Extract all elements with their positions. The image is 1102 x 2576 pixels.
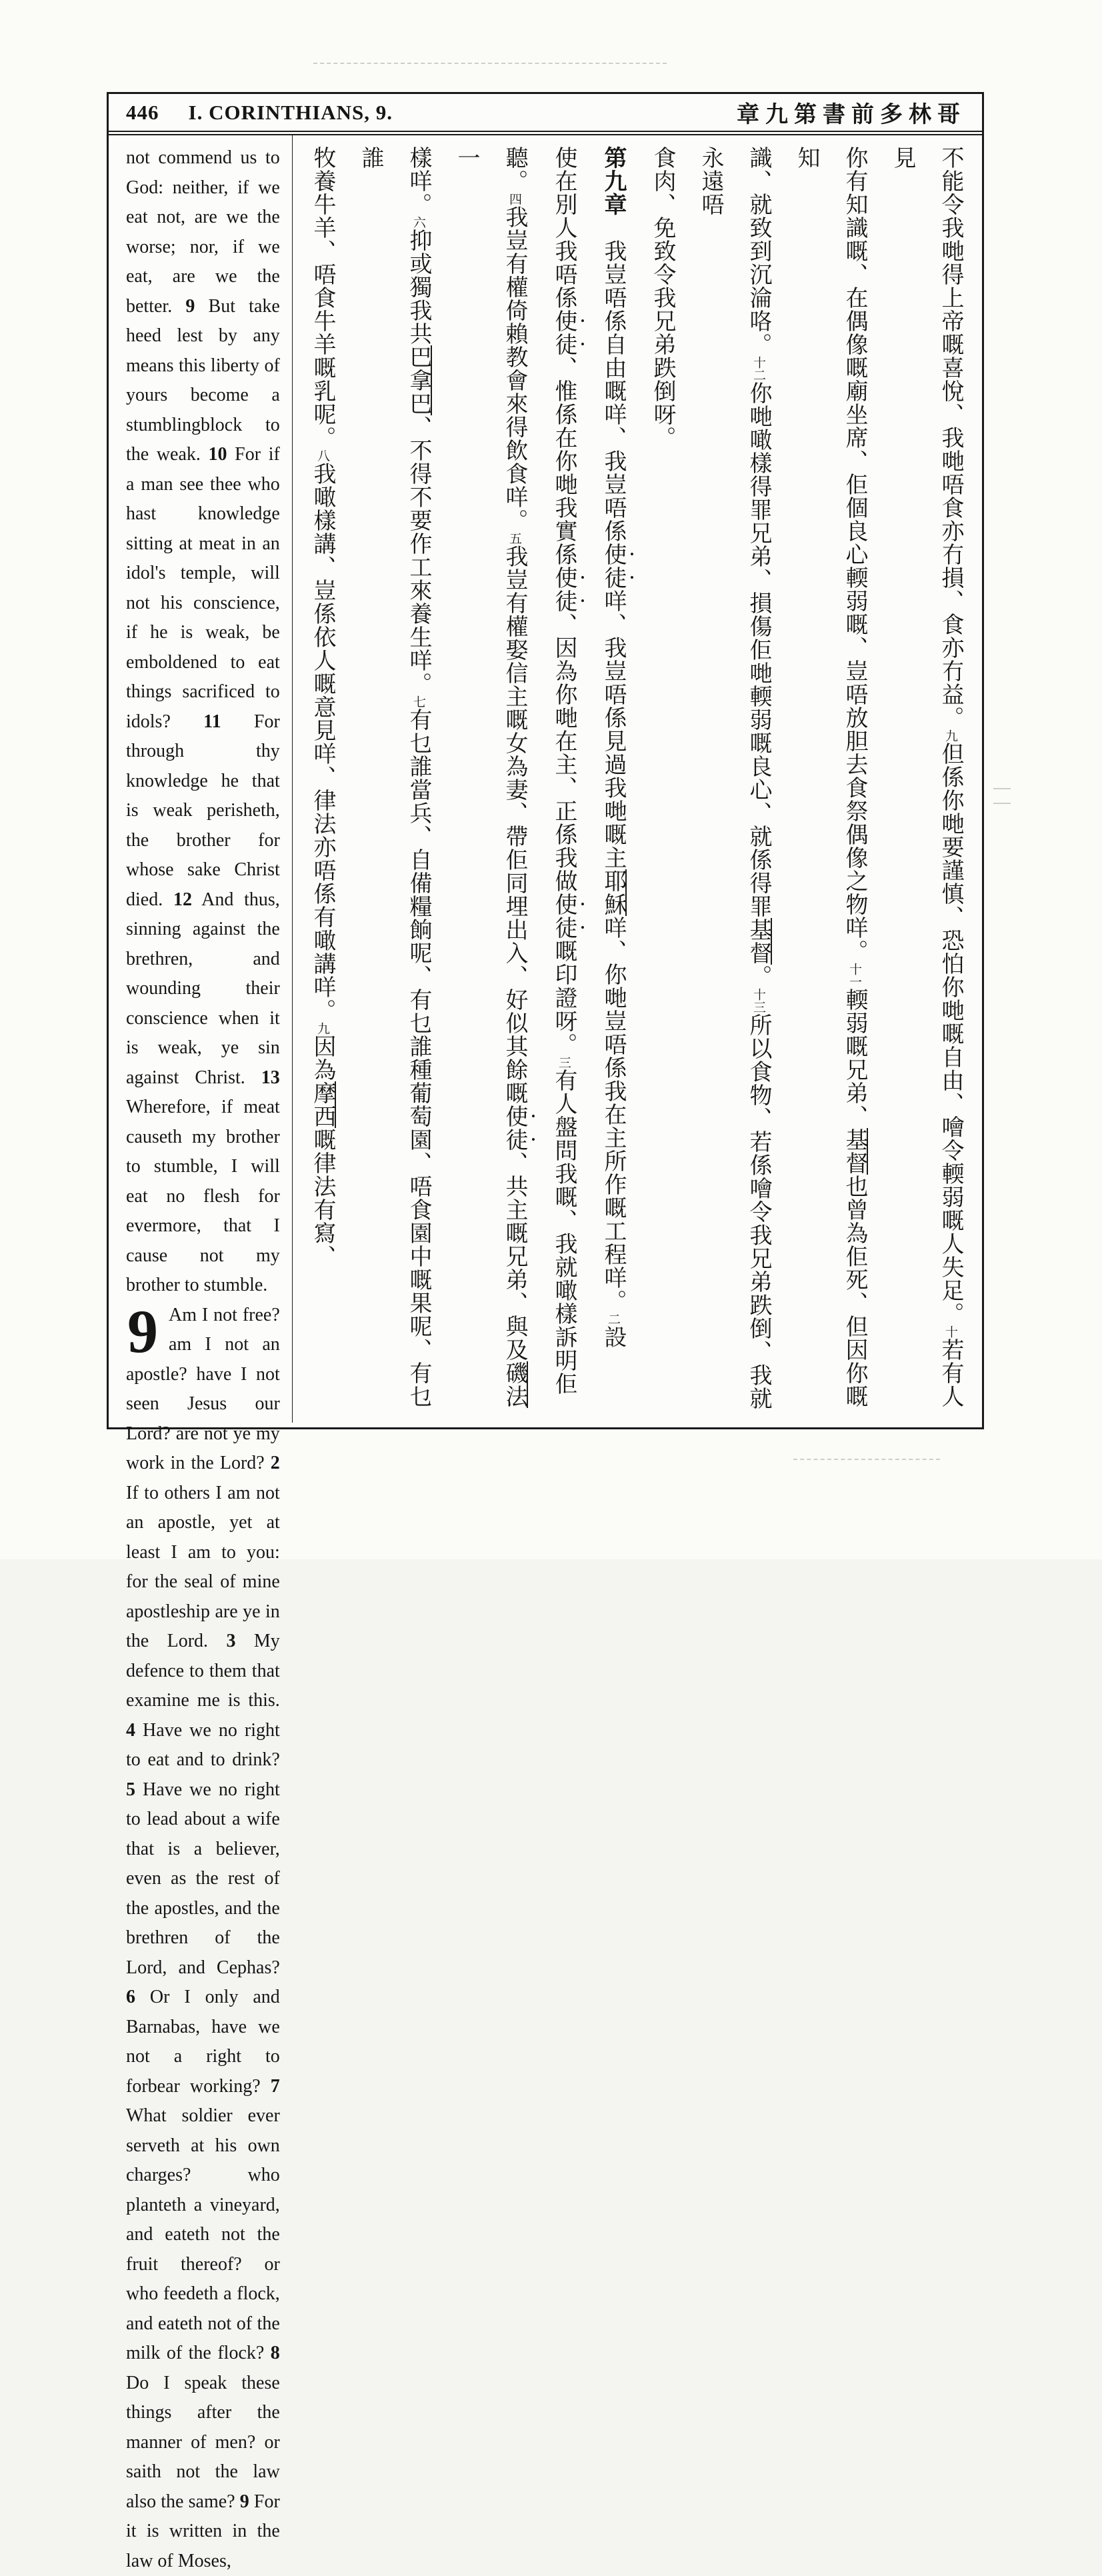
chinese-verse-text: 咩、你哋豈唔係我在主所作嘅工程咩。 xyxy=(601,916,625,1313)
page-number: 446 xyxy=(126,101,159,125)
chinese-vertical-column xyxy=(638,146,686,1415)
chinese-verse-text: 、因為你哋在主、正係我做 xyxy=(551,613,576,893)
chinese-verse-number: 四 xyxy=(507,193,521,205)
chinese-verse-text: 抑或獨我共 xyxy=(406,229,431,345)
verse-number: 6 xyxy=(126,1987,135,2007)
chinese-verse-text: 樣咩。 xyxy=(406,146,431,216)
verse-number: 8 xyxy=(271,2343,280,2363)
scan-artifact xyxy=(793,1459,940,1460)
chinese-verse-text: 因為 xyxy=(310,1035,335,1081)
chinese-verse-number: 六 xyxy=(411,216,425,229)
proper-name: 基督 xyxy=(746,918,772,965)
chinese-verse-number: 十三 xyxy=(751,988,765,1013)
chinese-verse-text: 不能令我哋得上帝嘅喜悅、我哋唔食亦冇損、食亦冇益。 xyxy=(938,146,963,729)
chinese-verse-text: 有人盤問我嘅、我就噉樣訴明佢 xyxy=(551,1069,576,1395)
chinese-verse-number: 十二 xyxy=(751,356,765,381)
chinese-verse-text: 一 xyxy=(454,146,479,169)
chinese-text-column xyxy=(293,135,982,1423)
verse-text: not commend us to God: neither, if we eat not, are we the worse; nor, if we eat, are we the better. xyxy=(126,147,280,317)
chinese-verse-text: 食肉、免致令我兄弟跌倒呀。 xyxy=(650,146,675,449)
proper-name: 磯法 xyxy=(502,1361,528,1408)
chinese-verse-number: 七 xyxy=(411,695,425,708)
chinese-verse-text: 你有知識嘅、在偶像嘅廟坐席、佢個良心輭弱嘅、豈唔放胆去食祭偶像之物咩。 xyxy=(842,146,867,963)
verse-text: For if a man see thee who hast knowledge sitting at meat in an idol's temple, will not his conscience, if he is weak, be emboldened to eat things sacrificed to idols? xyxy=(126,444,280,732)
chinese-vertical-column xyxy=(298,146,346,1415)
page-header xyxy=(109,94,982,135)
verse-number: 3 xyxy=(226,1631,235,1651)
verse-text: Do I speak these things after the manner of men? or saith not the law also the same? xyxy=(126,2373,280,2512)
chinese-vertical-column xyxy=(346,146,442,1415)
chinese-verse-text: 聽。 xyxy=(502,146,527,193)
chinese-verse-text: 若有人見 xyxy=(890,146,963,1408)
chinese-verse-text xyxy=(601,216,625,239)
proper-name: 摩西 xyxy=(310,1081,336,1128)
chinese-verse-text: 。 xyxy=(746,965,771,988)
chinese-verse-text: 輭弱嘅兄弟、 xyxy=(842,988,867,1128)
header-left xyxy=(126,101,393,125)
chinese-verse-text: 使在別人我唔係 xyxy=(551,146,576,309)
verse-text: Am I not free? am I not an apostle? have I not seen Jesus our Lord? are not ye my work in the Lord? xyxy=(126,1305,280,1474)
verse-text: Have we no right to eat and to drink? xyxy=(126,1720,280,1771)
english-paragraph xyxy=(126,143,280,1301)
verse-number: 10 xyxy=(209,444,227,465)
verse-number: 9 xyxy=(240,2491,249,2512)
chinese-vertical-column xyxy=(878,146,974,1415)
verse-number: 13 xyxy=(261,1067,280,1088)
proper-name: 耶穌 xyxy=(601,869,627,916)
scan-artifact xyxy=(993,803,1011,804)
chinese-verse-text: 所以食物、若係噲令我兄弟跌倒、我就永遠唔 xyxy=(698,146,771,1410)
chinese-verse-text: 、不得不要作工來養生咩。 xyxy=(406,415,431,695)
chinese-chapter-heading: 第九章 xyxy=(601,146,625,216)
chinese-verse-text: 也曾為佢死、但因你嘅知 xyxy=(794,146,867,1408)
chinese-vertical-column xyxy=(442,146,539,1415)
chinese-verse-number: 九 xyxy=(315,1022,329,1035)
chinese-verse-number: 十 xyxy=(943,1325,957,1338)
chinese-verse-text: 使徒 xyxy=(551,566,576,613)
chinese-vertical-column xyxy=(686,146,782,1415)
book-title-chinese: 章九第書前多林哥 xyxy=(737,96,966,129)
chinese-verse-text: 我豈有權倚賴教會來得飲食咩。 xyxy=(502,205,527,532)
chinese-verse-text: 有乜誰當兵、自備糧餉呢、有乜誰種葡萄園、唔食園中嘅果呢、有乜誰 xyxy=(358,146,431,1408)
chinese-verse-text: 、共主嘅兄弟、與及 xyxy=(502,1151,527,1361)
verse-text: If to others I am not an apostle, yet at least I am to you: for the seal of mine apostleship are ye in the Lord. xyxy=(126,1483,280,1652)
chapter-number-dropcap: 9 xyxy=(126,1301,169,1358)
chinese-verse-text: 我噉樣講、豈係依人嘅意見咩、律法亦唔係有噉講咩。 xyxy=(310,462,335,1022)
book-title-english: I. CORINTHIANS, 9. xyxy=(189,101,393,125)
chinese-verse-number: 八 xyxy=(315,449,329,462)
verse-text: But take heed lest by any means this liberty of yours become a stumblingblock to the weak. xyxy=(126,296,280,465)
chinese-verse-text: 使徒 xyxy=(551,893,576,939)
verse-text: My defence to them that examine me is this. xyxy=(126,1631,280,1711)
chinese-verse-text: 我豈唔係自由嘅咩、我豈唔係 xyxy=(601,239,625,543)
chinese-verse-text: 牧養牛羊、唔食牛羊嘅乳呢。 xyxy=(310,146,335,449)
chinese-verse-number: 十一 xyxy=(847,963,861,988)
chinese-verse-number: 九 xyxy=(943,729,957,742)
chinese-verse-text: 嘅律法有寫、 xyxy=(310,1128,335,1268)
verse-text: Wherefore, if meat causeth my brother to stumble, I will eat no flesh for evermore, that I cause not my brother to stumble. xyxy=(126,1097,280,1295)
scan-artifact xyxy=(993,788,1011,789)
verse-number: 11 xyxy=(203,711,221,732)
chinese-verse-number: 二 xyxy=(606,1313,620,1325)
chinese-verse-text: 、惟係在你哋我實係 xyxy=(551,356,576,566)
scan-artifact xyxy=(313,63,667,64)
chinese-verse-text: 識、就致到沉淪咯。 xyxy=(746,146,771,356)
chinese-verse-text: 你哋噉樣得罪兄弟、損傷佢哋輭弱嘅良心、就係得罪 xyxy=(746,381,771,918)
english-text-column xyxy=(109,135,292,1423)
proper-name: 基督 xyxy=(842,1128,868,1175)
verse-number: 2 xyxy=(271,1453,280,1473)
verse-number: 5 xyxy=(126,1779,135,1800)
chinese-vertical-column xyxy=(539,146,589,1415)
chinese-verse-number: 五 xyxy=(507,532,521,545)
chinese-verse-text: 嘅印證呀。 xyxy=(551,939,576,1056)
chinese-vertical-column xyxy=(782,146,878,1415)
verse-number: 4 xyxy=(126,1720,135,1741)
proper-name: 巴拿巴 xyxy=(406,345,432,415)
verse-text: Have we no right to lead about a wife that is a believer, even as the rest of the apostles, and the brethren of the Lord, and Cephas? xyxy=(126,1779,280,1978)
verse-text: Or I only and Barnabas, have we not a right to forbear working? xyxy=(126,1987,280,2097)
verse-text: What soldier ever serveth at his own charges? who planteth a vineyard, and eateth not the fruit thereof? or who feedeth a flock, and eateth not of the milk of the flock? xyxy=(126,2105,280,2363)
chinese-verse-text: 我豈有權娶信主嘅女為妻、帶佢同埋出入、好似其餘嘅 xyxy=(502,545,527,1105)
verse-number: 12 xyxy=(173,889,192,910)
verse-text: For it is written in the law of Moses, xyxy=(126,2491,280,2571)
chinese-verse-text: 使徒 xyxy=(551,309,576,356)
verse-number: 7 xyxy=(271,2076,280,2097)
verse-text: For through thy knowledge he that is weak perisheth, the brother for whose sake Christ died. xyxy=(126,711,280,910)
chinese-verse-text: 但係你哋要謹慎、恐怕你哋嘅自由、噲令輭弱嘅人失足。 xyxy=(938,742,963,1325)
english-paragraph xyxy=(126,1301,280,2576)
chinese-verse-text: 咩、我豈唔係見過我哋嘅主 xyxy=(601,589,625,869)
chinese-vertical-column xyxy=(589,146,638,1415)
verse-number: 9 xyxy=(185,296,195,317)
chinese-verse-text: 使徒 xyxy=(601,543,625,589)
chinese-verse-number: 三 xyxy=(557,1056,571,1069)
verse-text: And thus, sinning against the brethren, and wounding their conscience when it is weak, ye sin against Christ. xyxy=(126,889,280,1088)
page-frame xyxy=(107,92,984,1429)
chinese-verse-text: 設 xyxy=(601,1325,625,1349)
page-content xyxy=(109,135,982,1423)
chinese-verse-text: 使徒 xyxy=(502,1105,527,1151)
